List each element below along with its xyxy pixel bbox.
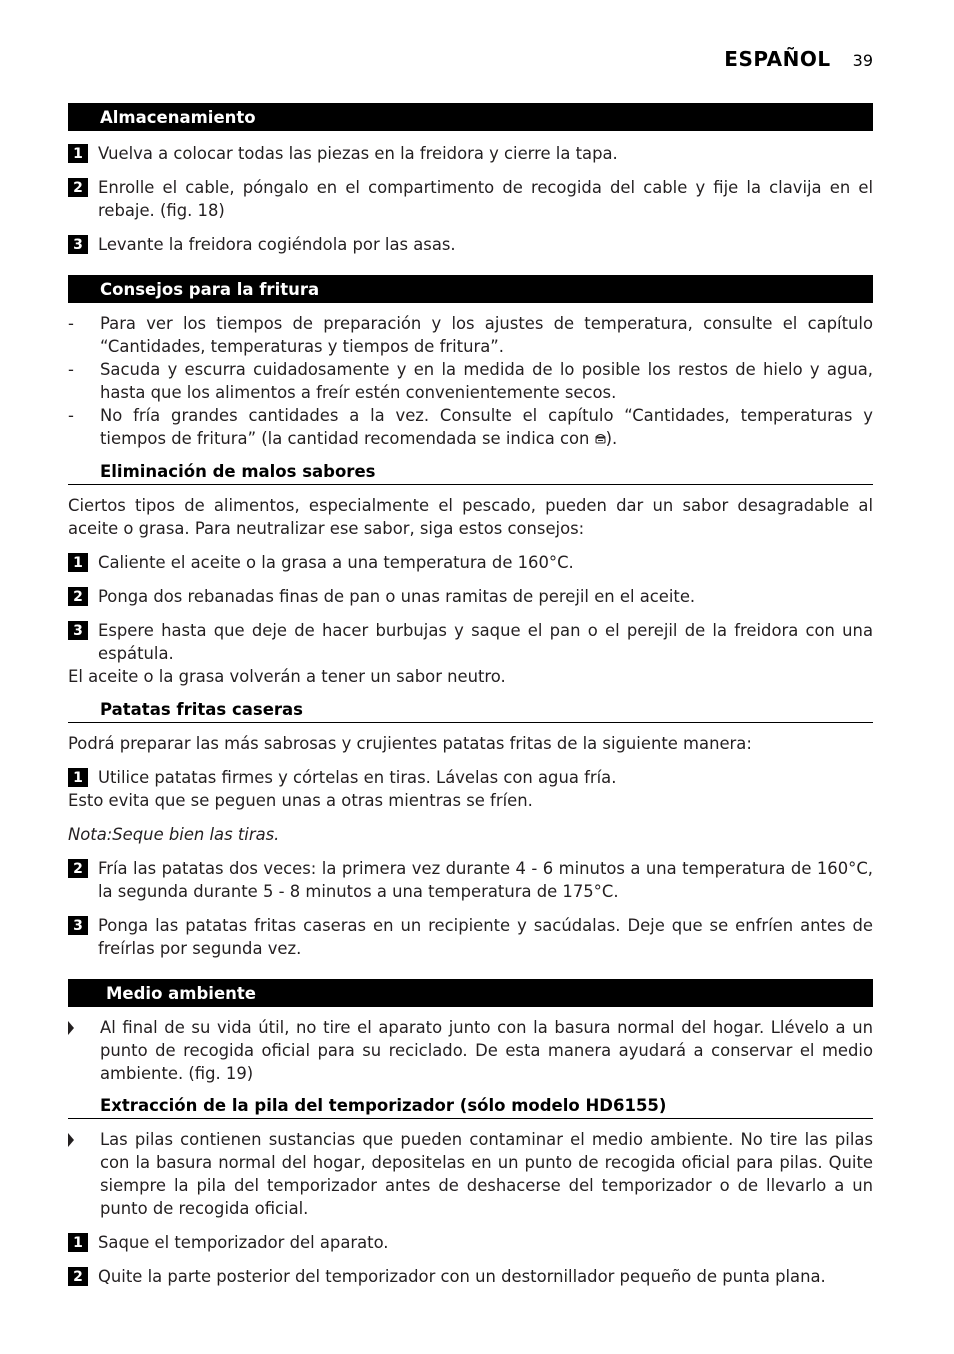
environment-item bbox=[68, 1016, 873, 1085]
language-label: ESPAÑOL bbox=[724, 47, 831, 71]
fries-step-3 bbox=[68, 914, 873, 960]
taste-step-1 bbox=[68, 551, 873, 574]
step-number: 2 bbox=[68, 587, 88, 606]
dash-bullet: - bbox=[68, 360, 74, 379]
step-text: Ponga las patatas fritas caseras en un recipiente y sacúdalas. Deje que se enfríen antes de freírlas por segunda vez. bbox=[98, 916, 873, 958]
triangle-bullet-icon bbox=[68, 1128, 100, 1151]
step-number: 1 bbox=[68, 768, 88, 787]
tip-text: Sacuda y escurra cuidadosamente y en la medida de lo posible los restos de hielo y agua, hasta que los alimentos a freír estén convenientemente secos. bbox=[100, 360, 873, 402]
tip-item-1 bbox=[68, 312, 873, 358]
fries-step-2 bbox=[68, 857, 873, 903]
tip-text bbox=[100, 404, 873, 451]
step-number: 2 bbox=[68, 178, 88, 197]
taste-step-2 bbox=[68, 585, 873, 608]
fries-step-1 bbox=[68, 766, 873, 789]
tip-text-part: ). bbox=[605, 429, 618, 448]
step-text: Utilice patatas firmes y córtelas en tiras. Lávelas con agua fría. bbox=[98, 768, 617, 787]
section-heading-storage: Almacenamiento bbox=[68, 103, 873, 131]
storage-step-1 bbox=[68, 142, 873, 165]
page-number: 39 bbox=[852, 51, 873, 70]
step-number: 1 bbox=[68, 553, 88, 572]
step-number: 3 bbox=[68, 235, 88, 254]
step-number: 2 bbox=[68, 1267, 88, 1286]
step-text: Fría las patatas dos veces: la primera vez durante 4 - 6 minutos a una temperatura de 160°C, la segunda durante 5 - 8 minutos a una temperatura de 175°C. bbox=[98, 859, 873, 901]
subheading-bad-taste: Eliminación de malos sabores bbox=[68, 461, 873, 485]
page-content bbox=[68, 103, 873, 1288]
battery-step-1 bbox=[68, 1231, 873, 1254]
environment-text: Al final de su vida útil, no tire el aparato junto con la basura normal del hogar. Llévelo a un punto de recogida oficial para su reciclado. De esta manera ayudará a conservar el medio ambiente. (fig. 19) bbox=[100, 1018, 873, 1083]
step-text: Enrolle el cable, póngalo en el compartimento de recogida del cable y fije la clavija en el rebaje. (fig. 18) bbox=[98, 178, 873, 220]
step-text: Espere hasta que deje de hacer burbujas y saque el pan o el perejil de la freidora con una espátula. bbox=[98, 621, 873, 663]
section-heading-frying-tips: Consejos para la fritura bbox=[68, 275, 873, 303]
step-text: Quite la parte posterior del temporizador con un destornillador pequeño de punta plana. bbox=[98, 1267, 826, 1286]
step-number: 3 bbox=[68, 621, 88, 640]
step-number: 1 bbox=[68, 1233, 88, 1252]
step-number: 2 bbox=[68, 859, 88, 878]
step-number: 3 bbox=[68, 916, 88, 935]
page-header bbox=[724, 47, 873, 75]
step-number: 1 bbox=[68, 144, 88, 163]
step-text: Caliente el aceite o la grasa a una temperatura de 160°C. bbox=[98, 553, 574, 572]
subheading-homemade-fries: Patatas fritas caseras bbox=[68, 699, 873, 723]
recommended-amount-icon bbox=[595, 428, 606, 451]
paragraph-result: El aceite o la grasa volverán a tener un sabor neutro. bbox=[68, 667, 506, 686]
tip-item-3 bbox=[68, 404, 873, 451]
step-text: Ponga dos rebanadas finas de pan o unas ramitas de perejil en el aceite. bbox=[98, 587, 696, 606]
battery-step-2 bbox=[68, 1265, 873, 1288]
section-heading-environment: Medio ambiente bbox=[68, 979, 873, 1007]
paragraph-step-note: Esto evita que se peguen unas a otras mientras se fríen. bbox=[68, 791, 533, 810]
step-text: Vuelva a colocar todas las piezas en la freidora y cierre la tapa. bbox=[98, 144, 618, 163]
battery-text: Las pilas contienen sustancias que pueden contaminar el medio ambiente. No tire las pilas con la basura normal del hogar, depositelas en un punto de recogida oficial para pilas. Quite siempre la pila del temporizador antes de deshacerse del temporizador o de llevarlo a un punto de recogida oficial. bbox=[100, 1130, 873, 1218]
tip-text: Para ver los tiempos de preparación y los ajustes de temperatura, consulte el capítulo “Cantidades, temperaturas y tiempos de fritura”. bbox=[100, 314, 873, 356]
dash-bullet: - bbox=[68, 314, 74, 333]
step-text: Saque el temporizador del aparato. bbox=[98, 1233, 389, 1252]
note-text: Nota:Seque bien las tiras. bbox=[68, 825, 280, 844]
taste-step-3 bbox=[68, 619, 873, 665]
paragraph-intro: Ciertos tipos de alimentos, especialmente el pescado, pueden dar un sabor desagradable al aceite o grasa. Para neutralizar ese sabor, siga estos consejos: bbox=[68, 496, 873, 538]
storage-step-2 bbox=[68, 176, 873, 222]
storage-step-3 bbox=[68, 233, 873, 256]
tip-text-part: No fría grandes cantidades a la vez. Consulte el capítulo “Cantidades, temperaturas y tiempos de fritura” (la cantidad recomendada se indica con bbox=[100, 406, 873, 448]
triangle-bullet-icon bbox=[68, 1016, 100, 1039]
dash-bullet: - bbox=[68, 406, 74, 425]
paragraph-intro: Podrá preparar las más sabrosas y crujientes patatas fritas de la siguiente manera: bbox=[68, 734, 752, 753]
tip-item-2 bbox=[68, 358, 873, 404]
battery-item bbox=[68, 1128, 873, 1220]
step-text: Levante la freidora cogiéndola por las asas. bbox=[98, 235, 456, 254]
subheading-battery-removal: Extracción de la pila del temporizador (sólo modelo HD6155) bbox=[68, 1095, 873, 1119]
